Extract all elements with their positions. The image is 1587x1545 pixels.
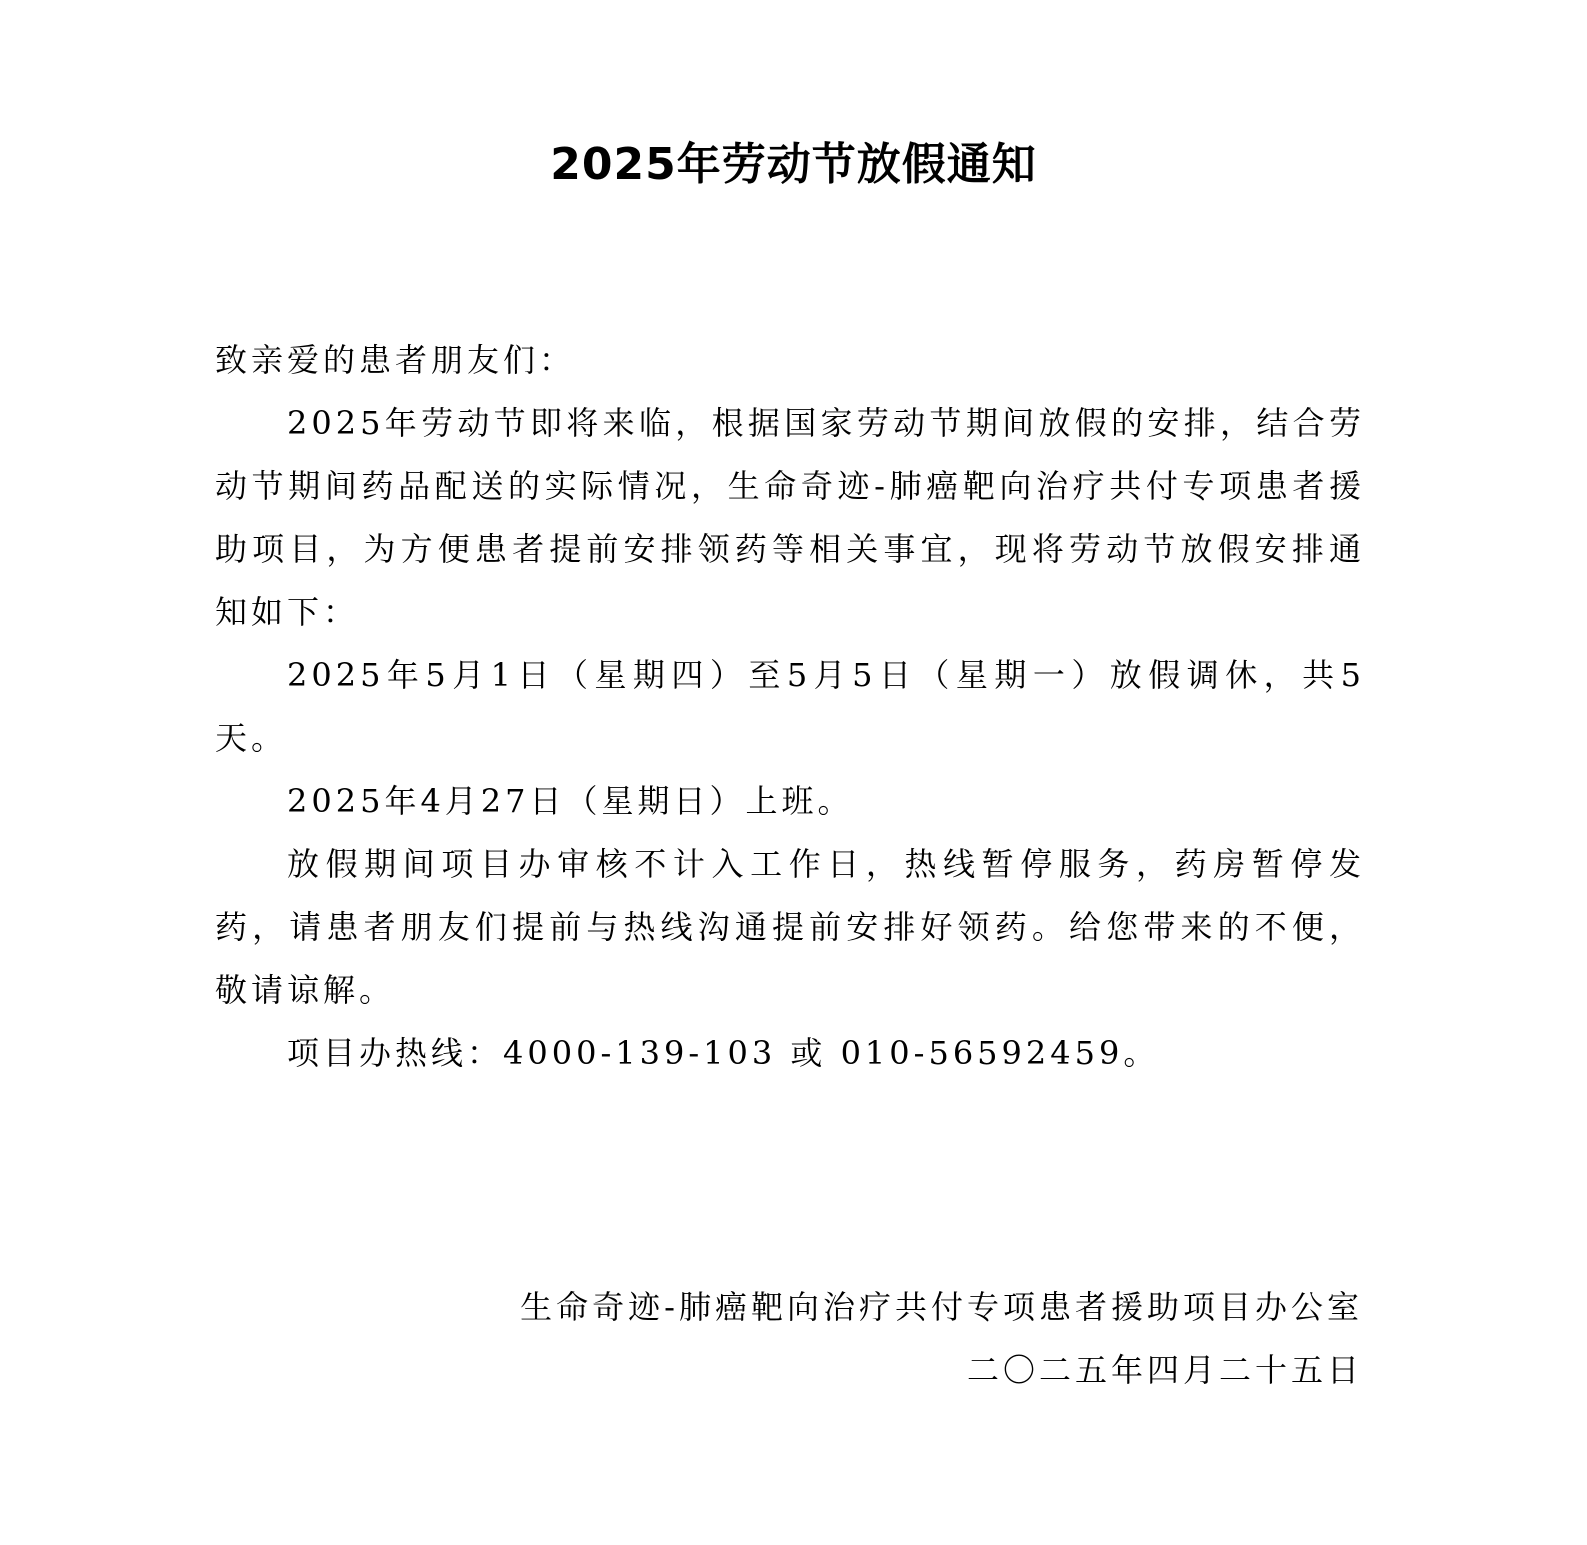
notice-body [215,329,1365,1085]
signature-organization: 生命奇迹-肺癌靶向治疗共付专项患者援助项目办公室 [520,1288,1363,1326]
paragraph-service-notice: 放假期间项目办审核不计入工作日，热线暂停服务，药房暂停发药，请患者朋友们提前与热线沟通提前安排好领药。给您带来的不便，敬请谅解。 [215,845,1365,1009]
paragraph-workday: 2025年4月27日（星期日）上班。 [287,782,854,820]
notice-title: 2025年劳动节放假通知 [550,139,1037,190]
salutation: 致亲爱的患者朋友们： [215,341,576,379]
signature-date: 二〇二五年四月二十五日 [966,1351,1363,1389]
paragraph-intro: 2025年劳动节即将来临，根据国家劳动节期间放假的安排，结合劳动节期间药品配送的实际情况，生命奇迹-肺癌靶向治疗共付专项患者援助项目，为方便患者提前安排领药等相关事宜，现将劳动节放假安排通知如下： [215,404,1365,631]
signature-block [520,1276,1363,1402]
paragraph-hotline: 项目办热线：4000-139-103 或 010-56592459。 [287,1034,1160,1072]
paragraph-holiday-dates: 2025年5月1日（星期四）至5月5日（星期一）放假调休，共5天。 [215,656,1365,757]
